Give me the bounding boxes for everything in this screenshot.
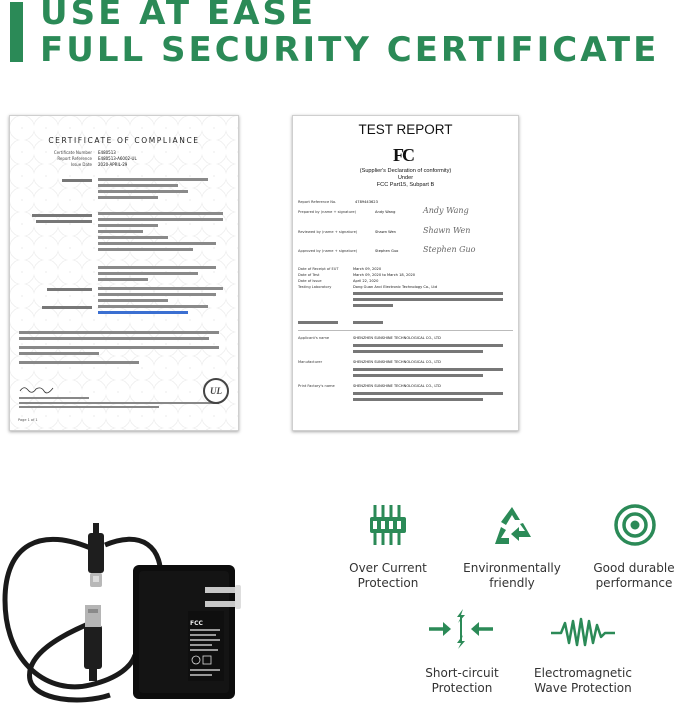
fine-print bbox=[19, 361, 139, 364]
fcc-logo: FC bbox=[393, 145, 413, 165]
fine-print bbox=[42, 306, 92, 309]
page-number: Page 1 of 1 bbox=[18, 418, 38, 422]
fine-print bbox=[98, 196, 158, 199]
report-field-value: SHENZHEN SUNSHINE TECHNOLOGICAL CO., LTD bbox=[353, 360, 441, 364]
test-report-subtitle: FCC Part15, Subpart B bbox=[376, 182, 435, 188]
signature-icon: Shawn Wen bbox=[423, 226, 471, 235]
fine-print bbox=[98, 287, 223, 290]
signature-icon: Andy Wang bbox=[423, 206, 469, 215]
feature-electromagnetic-wave-protection: Electromagnetic Wave Protection bbox=[534, 666, 632, 695]
report-field-label: Manufacturer bbox=[298, 360, 323, 364]
fine-print bbox=[98, 218, 223, 221]
report-field-label: Reviewed by (name + signature) bbox=[298, 230, 358, 234]
fine-print bbox=[36, 220, 92, 223]
svg-text:FCC: FCC bbox=[190, 620, 203, 627]
report-field-value: Dong Guan Anci Electronic Technology Co., Ltd bbox=[353, 285, 438, 289]
fine-print bbox=[353, 304, 393, 307]
report-field-label: Applicant's name bbox=[298, 336, 330, 340]
fine-print bbox=[353, 392, 503, 395]
fine-print bbox=[98, 236, 168, 239]
report-field-value: March 09, 2020 to March 18, 2020 bbox=[353, 273, 416, 277]
fine-print bbox=[32, 214, 92, 217]
certificate-link bbox=[98, 311, 188, 314]
test-report-subtitle: Under bbox=[397, 175, 414, 181]
fine-print bbox=[98, 266, 216, 269]
report-field-label: Report Reference No. bbox=[298, 200, 337, 204]
report-field-value: SHENZHEN SUNSHINE TECHNOLOGICAL CO., LTD bbox=[353, 336, 441, 340]
report-field-label: Print Factory's name bbox=[298, 384, 335, 388]
fine-print bbox=[98, 184, 178, 187]
certificate-title: CERTIFICATE OF COMPLIANCE bbox=[48, 136, 200, 145]
report-field-value: April 22, 2020 bbox=[353, 279, 379, 283]
fine-print bbox=[353, 368, 503, 371]
fine-print bbox=[62, 179, 92, 182]
fine-print bbox=[19, 337, 209, 340]
signature-icon bbox=[19, 384, 55, 394]
report-field-label: Prepared by (name + signature) bbox=[298, 210, 356, 214]
fine-print bbox=[19, 402, 219, 404]
fine-print bbox=[98, 278, 148, 281]
fine-print bbox=[19, 406, 159, 408]
headline-line-2: FULL SECURITY CERTIFICATE bbox=[40, 30, 660, 70]
fine-print bbox=[298, 321, 338, 324]
report-field-label: Approved by (name + signature) bbox=[298, 249, 358, 253]
report-field-value: March 09, 2020 bbox=[353, 267, 382, 271]
usb-wall-charger-with-cable-image bbox=[0, 505, 250, 709]
fine-print bbox=[19, 352, 99, 355]
fine-print bbox=[353, 344, 503, 347]
fine-print bbox=[98, 299, 168, 302]
report-field-value: Shawn Wen bbox=[375, 230, 396, 234]
fine-print bbox=[353, 374, 483, 377]
fine-print bbox=[98, 190, 188, 193]
report-field-label: Testing Laboratory bbox=[298, 285, 332, 289]
certificate-of-compliance: CERTIFICATE OF COMPLIANCE Certificate Number E480513 Report Reference E480513-A6002-UL Issue Date 2020-APRIL-29 UL Page 1 of 1 bbox=[9, 115, 239, 431]
fine-print bbox=[98, 305, 208, 308]
signature-icon: Stephen Guo bbox=[423, 245, 476, 254]
ul-logo: UL bbox=[203, 378, 229, 404]
report-field-value: Andy Wang bbox=[375, 210, 396, 214]
feature-good-durable-performance: Good durable performance bbox=[593, 561, 675, 590]
fine-print bbox=[47, 288, 92, 291]
fine-print bbox=[98, 248, 193, 251]
wave-icon bbox=[549, 615, 617, 649]
feature-short-circuit-protection: Short-circuit Protection bbox=[425, 666, 499, 695]
fcc-test-report bbox=[292, 115, 519, 431]
fine-print bbox=[98, 272, 198, 275]
fine-print bbox=[353, 321, 383, 324]
fine-print bbox=[353, 350, 483, 353]
fine-print bbox=[19, 346, 219, 349]
feature-environmentally-friendly: Environmentally friendly bbox=[463, 561, 561, 590]
headline-accent-bar bbox=[10, 2, 23, 62]
report-field-label: Date of Test bbox=[298, 273, 320, 277]
fine-print bbox=[98, 293, 216, 296]
headline-line-1: USE AT EASE bbox=[40, 0, 317, 33]
fine-print bbox=[353, 292, 503, 295]
fine-print bbox=[98, 230, 143, 233]
report-field-value: 4789443623 bbox=[355, 200, 378, 204]
circuit-board-icon bbox=[362, 503, 414, 547]
feature-over-current-protection: Over Current Protection bbox=[349, 561, 427, 590]
report-field-value: Stephen Guo bbox=[375, 249, 399, 253]
report-field-label: Date of Issue bbox=[298, 279, 322, 283]
test-report-subtitle: (Supplier's Declaration of conformity) bbox=[359, 168, 452, 174]
report-field-value: SHENZHEN SUNSHINE TECHNOLOGICAL CO., LTD bbox=[353, 384, 441, 388]
target-icon bbox=[613, 503, 657, 547]
recycle-icon bbox=[489, 503, 535, 547]
fine-print bbox=[98, 178, 208, 181]
short-circuit-icon bbox=[427, 609, 495, 649]
fine-print bbox=[19, 331, 219, 334]
fine-print bbox=[353, 398, 483, 401]
fine-print bbox=[98, 242, 216, 245]
fine-print bbox=[98, 212, 223, 215]
fine-print bbox=[98, 224, 158, 227]
fine-print bbox=[19, 397, 89, 399]
divider bbox=[298, 330, 513, 331]
test-report-title: TEST REPORT bbox=[358, 122, 453, 137]
fine-print bbox=[353, 298, 503, 301]
report-field-label: Date of Receipt of EUT bbox=[298, 267, 339, 271]
